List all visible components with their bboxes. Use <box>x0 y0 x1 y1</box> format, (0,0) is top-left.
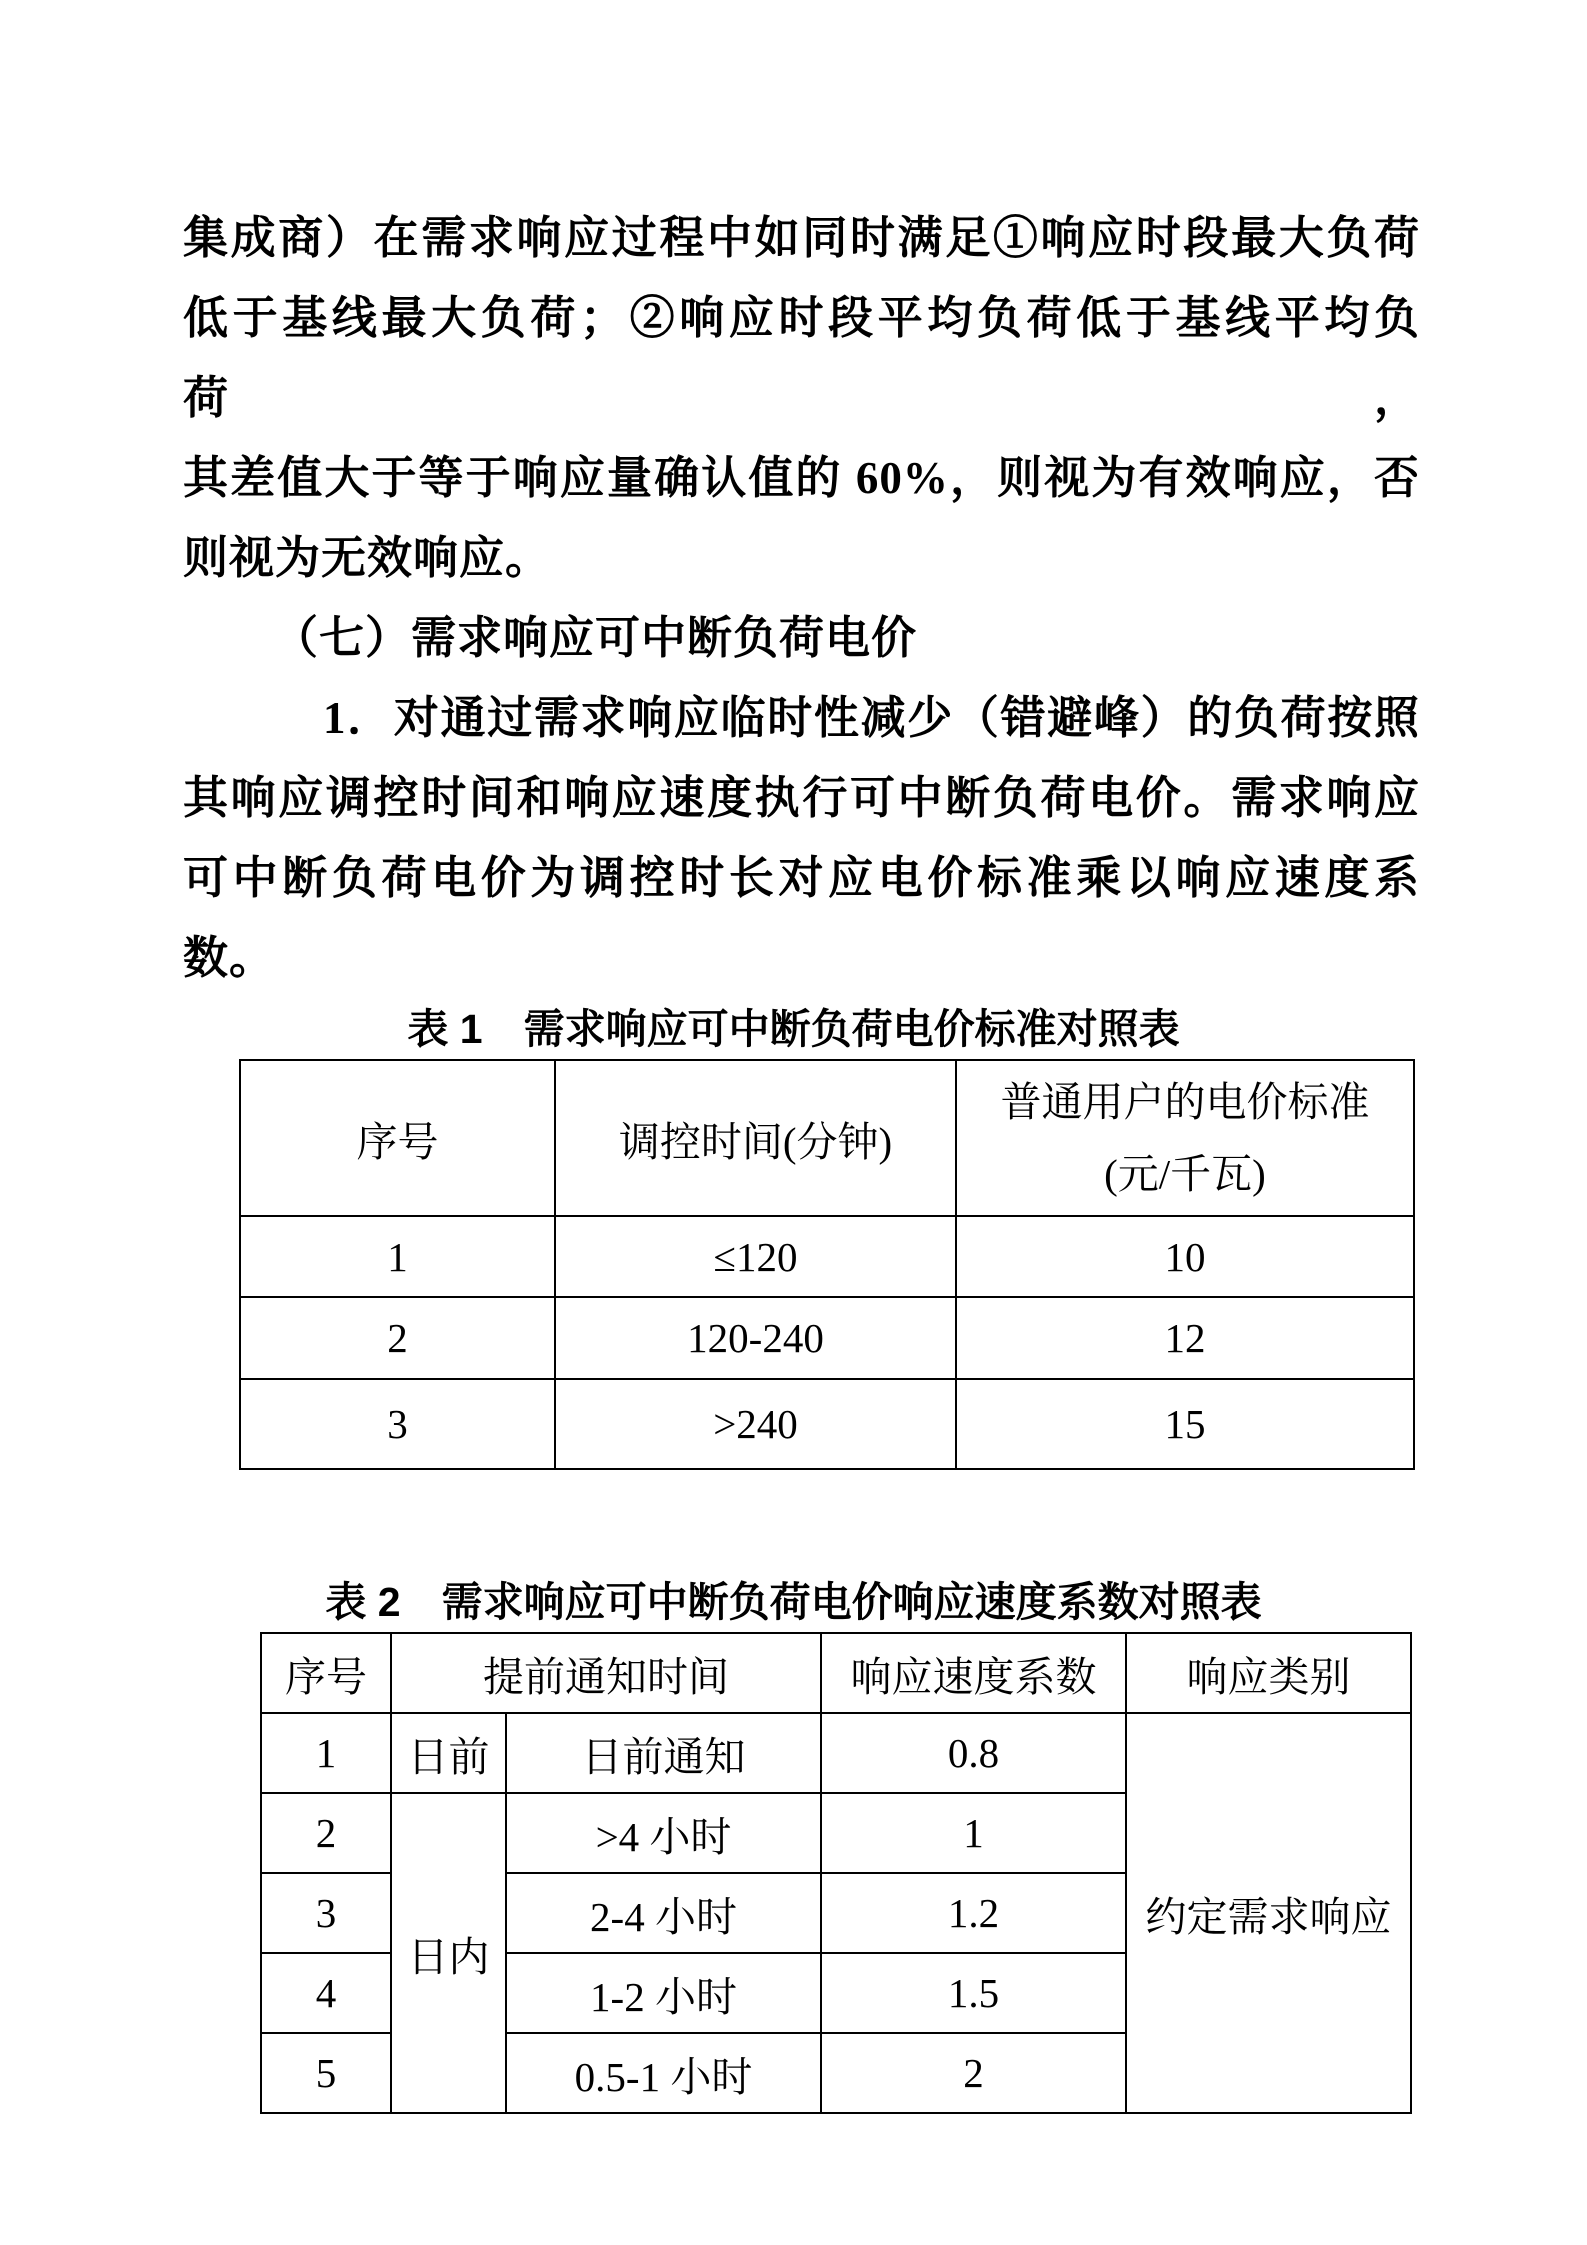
table2-cell-coef: 2 <box>821 2033 1126 2113</box>
table2-cell-coef: 1.2 <box>821 1873 1126 1953</box>
table1-header-no: 序号 <box>240 1060 555 1216</box>
table2-cell-notice: >4 小时 <box>506 1793 821 1873</box>
table1-row <box>240 1297 1414 1379</box>
table1-cell-time: >240 <box>555 1379 956 1469</box>
table2-cell-day: 日前 <box>391 1713 506 1793</box>
table1-cell-price: 12 <box>956 1297 1414 1379</box>
paragraph2-line2: 其响应调控时间和响应速度执行可中断负荷电价。需求响应 <box>183 773 1420 823</box>
paragraph2-line1: 1．对通过需求响应临时性减少（错避峰）的负荷按照 <box>323 693 1420 743</box>
table1-header-price-line2: (元/千瓦) <box>1104 1151 1266 1197</box>
table2-cell-no: 3 <box>261 1873 391 1953</box>
table2-cell-no: 1 <box>261 1713 391 1793</box>
table2-cell-no: 4 <box>261 1953 391 2033</box>
table2-cell-category: 约定需求响应 <box>1126 1713 1411 2113</box>
table1-cell-no: 3 <box>240 1379 555 1469</box>
table2-header-row <box>261 1633 1411 1713</box>
table1-price-standard <box>239 1059 1415 1470</box>
table1-cell-time: ≤120 <box>555 1216 956 1297</box>
table2-header-category: 响应类别 <box>1126 1633 1411 1713</box>
paragraph1-line4: 则视为无效响应。 <box>183 533 552 583</box>
table1-cell-price: 10 <box>956 1216 1414 1297</box>
paragraph2-line3: 可中断负荷电价为调控时长对应电价标准乘以响应速度系 <box>183 853 1420 903</box>
table2-cell-no: 5 <box>261 2033 391 2113</box>
table2-cell-notice: 日前通知 <box>506 1713 821 1793</box>
table1-header-price <box>956 1060 1414 1216</box>
table2-cell-notice: 2-4 小时 <box>506 1873 821 1953</box>
table1-cell-time: 120-240 <box>555 1297 956 1379</box>
table2-cell-coef: 0.8 <box>821 1713 1126 1793</box>
table2-header-coef: 响应速度系数 <box>821 1633 1126 1713</box>
table1-cell-no: 2 <box>240 1297 555 1379</box>
table1-header-row <box>240 1060 1414 1216</box>
table1-caption: 表 1 需求响应可中断负荷电价标准对照表 <box>407 1006 1180 1052</box>
table2-cell-no: 2 <box>261 1793 391 1873</box>
table2-speed-coefficient <box>260 1632 1412 2114</box>
table1-cell-price: 15 <box>956 1379 1414 1469</box>
table1-header-price-line1: 普通用户的电价标准 <box>1000 1079 1370 1125</box>
section-heading: （七）需求响应可中断负荷电价 <box>273 613 918 663</box>
body-text-block <box>183 0 1420 998</box>
paragraph1-line1: 集成商）在需求响应过程中如同时满足①响应时段最大负荷 <box>183 213 1420 263</box>
table1-row <box>240 1379 1414 1469</box>
paragraph1-line3: 其差值大于等于响应量确认值的 60%，则视为有效响应，否 <box>183 453 1420 503</box>
table2-row <box>261 1713 1411 1793</box>
paragraph1-line2: 低于基线最大负荷；②响应时段平均负荷低于基线平均负荷， <box>183 293 1420 423</box>
table1-header-time: 调控时间(分钟) <box>555 1060 956 1216</box>
table2-cell-notice: 1-2 小时 <box>506 1953 821 2033</box>
table2-cell-coef: 1.5 <box>821 1953 1126 2033</box>
table2-cell-coef: 1 <box>821 1793 1126 1873</box>
table1-row <box>240 1216 1414 1297</box>
paragraph2-line4: 数。 <box>183 933 276 983</box>
table2-header-notice: 提前通知时间 <box>391 1633 821 1713</box>
table2-cell-notice: 0.5-1 小时 <box>506 2033 821 2113</box>
table2-cell-day: 日内 <box>391 1793 506 2113</box>
table2-header-no: 序号 <box>261 1633 391 1713</box>
table2-caption: 表 2 需求响应可中断负荷电价响应速度系数对照表 <box>325 1579 1262 1625</box>
table1-cell-no: 1 <box>240 1216 555 1297</box>
